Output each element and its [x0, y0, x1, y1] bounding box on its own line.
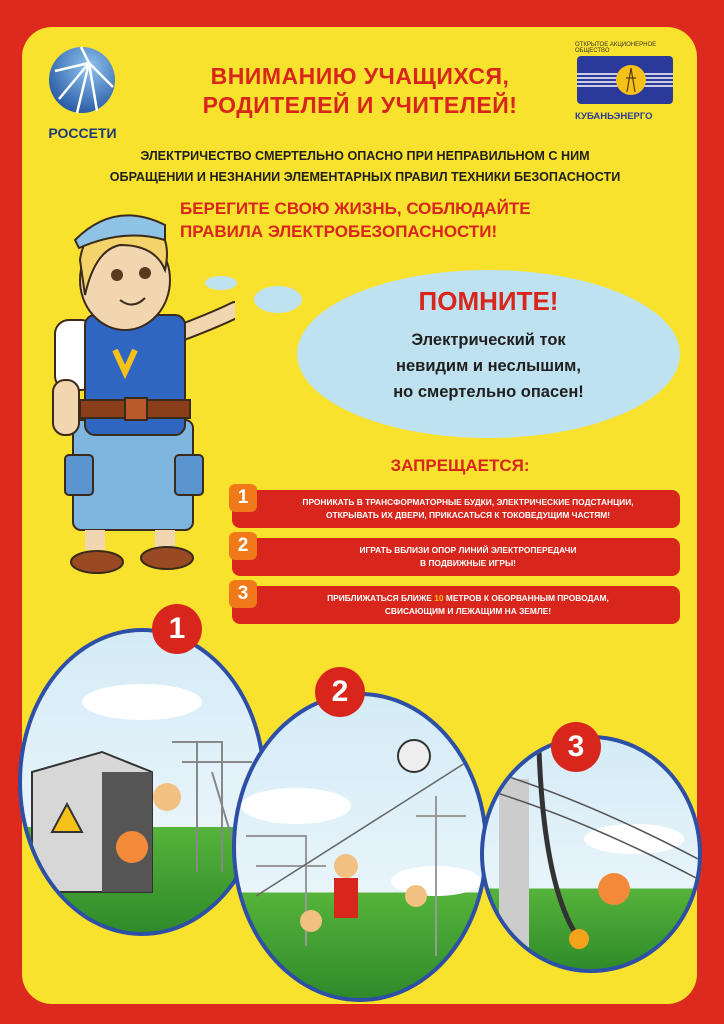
rosseti-logo-text: РОССЕТИ [48, 125, 117, 141]
forbidden-heading: ЗАПРЕЩАЕТСЯ: [390, 456, 530, 475]
transformer-booth-icon [22, 632, 262, 932]
rule-number-2: 2 [229, 532, 257, 560]
remember-heading: ПОМНИТЕ! [418, 286, 559, 316]
subtitle: ЭЛЕКТРИЧЕСТВО СМЕРТЕЛЬНО ОПАСНО ПРИ НЕПРАВИЛЬНОМ С НИМ ОБРАЩЕНИИ И НЕЗНАНИИ ЭЛЕМЕНТАРНЫХ ПРАВИЛ ТЕХНИКИ БЕЗОПАСНОСТИ [109, 149, 621, 184]
safety-call: БЕРЕГИТЕ СВОЮ ЖИЗНЬ, СОБЛЮДАЙТЕ ПРАВИЛА ЭЛЕКТРОБЕЗОПАСНОСТИ! [180, 199, 531, 241]
ball-power-lines-icon [236, 696, 484, 998]
scene-number-3: 3 [551, 722, 601, 772]
thought-dot-medium [254, 286, 302, 313]
rosseti-logo [45, 43, 120, 139]
scene-number-1: 1 [152, 604, 202, 654]
rule-number-3: 3 [229, 580, 257, 608]
thought-dot-small [205, 276, 237, 290]
kubanenergo-emblem-icon [575, 54, 675, 106]
rule-number-1: 1 [229, 484, 257, 512]
rule-item-2: ИГРАТЬ ВБЛИЗИ ОПОР ЛИНИЙ ЭЛЕКТРОПЕРЕДАЧИ В ПОДВИЖНЫЕ ИГРЫ! [232, 538, 680, 576]
distance-highlight: 10 [434, 593, 444, 603]
scene-number-2: 2 [315, 667, 365, 717]
rosseti-globe-icon [45, 43, 120, 118]
scene-3-fallen-wire [480, 735, 702, 973]
scene-2-ball [232, 692, 488, 1002]
page-title: ВНИМАНИЮ УЧАЩИХСЯ, РОДИТЕЛЕЙ И УЧИТЕЛЕЙ! [202, 63, 518, 118]
fallen-wire-icon [484, 739, 698, 969]
kubanenergo-logo: ОТКРЫТОЕ АКЦИОНЕРНОЕ ОБЩЕСТВО КУБАНЬЭНЕРГО [575, 42, 695, 126]
rule-item-1: ПРОНИКАТЬ В ТРАНСФОРМАТОРНЫЕ БУДКИ, ЭЛЕКТРИЧЕСКИЕ ПОДСТАНЦИИ, ОТКРЫВАТЬ ИХ ДВЕРИ, ПРИКАСАТЬСЯ К ТОКОВЕДУЩИМ ЧАСТЯМ! [232, 490, 680, 528]
scene-1-transformer [18, 628, 266, 936]
mascot-boy-illustration [45, 200, 235, 590]
rule-item-3: ПРИБЛИЖАТЬСЯ БЛИЖЕ 10 МЕТРОВ К ОБОРВАННЫМ ПРОВОДАМ, СВИСАЮЩИМ И ЛЕЖАЩИМ НА ЗЕМЛЕ! [232, 586, 680, 624]
remember-text: Электрический ток невидим и неслышим, но смертельно опасен! [393, 331, 584, 401]
